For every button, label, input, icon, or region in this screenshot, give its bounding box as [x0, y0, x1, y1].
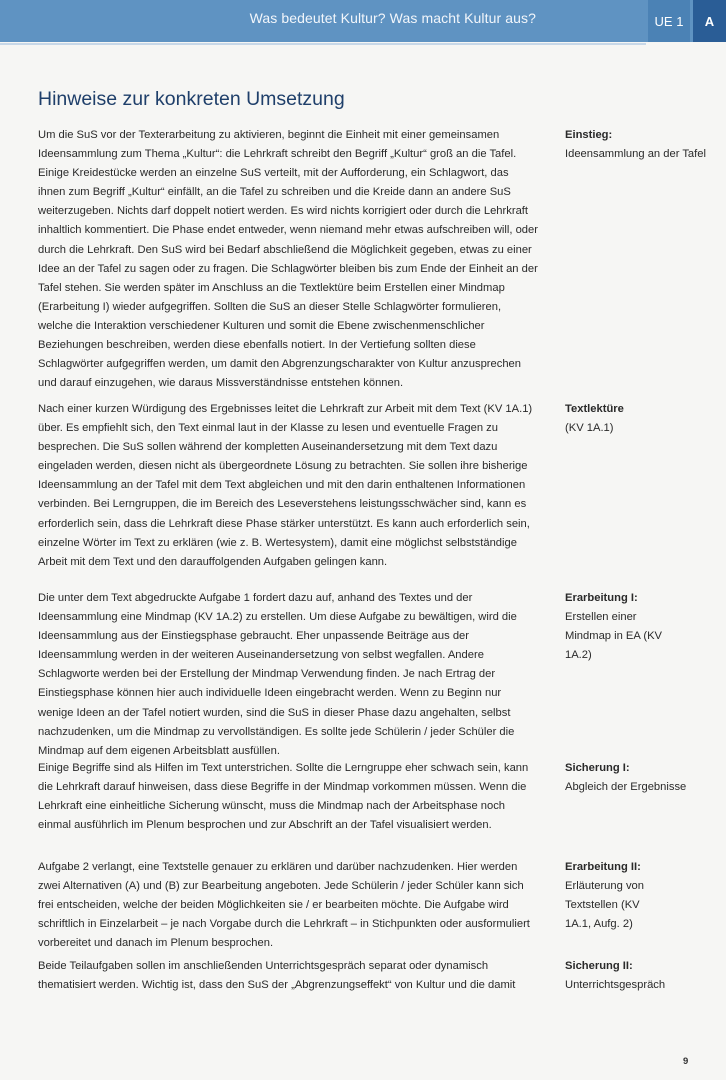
- margin-note-heading: Textlektüre: [565, 403, 624, 415]
- margin-note-erarbeitung-2: [565, 858, 715, 934]
- margin-note-text: Abgleich der Ergebnisse: [565, 781, 687, 794]
- unit-badge: UE 1: [648, 0, 690, 42]
- margin-note-heading: Erarbeitung II:: [565, 861, 641, 873]
- margin-note-text: Unterrichtsgespräch: [565, 979, 666, 992]
- margin-note-heading: Sicherung I:: [565, 762, 630, 774]
- margin-note-sicherung-1: [565, 759, 715, 797]
- header-divider: [0, 43, 646, 45]
- margin-note-einstieg: [565, 126, 715, 164]
- margin-note-text: Erläuterung von Textstellen (KV 1A.1, Aufg. 2): [565, 880, 644, 931]
- paragraph-sicherung-2: Beide Teilaufgaben sollen im anschließenden Unterrichtsgespräch separat oder dynamisch thematisiert werden. Wichtig ist, dass den SuS der „Abgrenzungseffekt“ von Kultur und die damit: [38, 960, 516, 992]
- page-title: Hinweise zur konkreten Umsetzung: [38, 88, 345, 110]
- margin-note-textlektuere: [565, 400, 715, 438]
- margin-note-text: Ideensammlung an der Tafel: [565, 148, 706, 161]
- paragraph-einstieg: Um die SuS vor der Texterarbeitung zu aktivieren, beginnt die Einheit mit einer gemeinsamen Ideensammlung zum Thema „Kultur“: die Lehrkraft schreibt den Begriff „Kultur“ groß an die Tafel. Einige Kreidestücke werden an einzelne SuS verteilt, mit der Aufforderung, ein Schlagwort, das ihnen zum Begriff „Kultur“ einfällt, an die Tafel zu schreiben und die Kreide dann an andere SuS weiterzugeben. Nichts darf doppelt notiert werden. Es wird nichts korrigiert oder durch die Lehrkraft inhaltlich kommentiert. Die Phase endet entweder, wenn niemand mehr etwas aufschreiben will, oder durch die Lehrkraft. Den SuS wird bei Bedarf abschließend die Möglichkeit gegeben, etwas zu einer Idee an der Tafel zu sagen oder zu fragen. Die Schlagwörter bleiben bis zum Ende der Einheit an der Tafel stehen. Sie werden später im Anschluss an die Textlektüre beim Erstellen einer Mindmap (Erarbeitung I) wieder aufgegriffen. Sollten die SuS an dieser Stelle Schlagwörter formulieren, welche die Interaktion verschiedener Kulturen und somit die Ebene zwischenmenschlicher Beziehungen beschreiben, werden diese ebenfalls notiert. In der Vertiefung sollten diese Schlagwörter aufgegriffen werden, um damit den Abgrenzungscharakter von Kultur anzusprechen und darauf einzugehen, wie daraus Missverständnisse entstehen können.: [38, 129, 538, 390]
- margin-note-heading: Einstieg:: [565, 129, 613, 141]
- paragraph-textlektuere: Nach einer kurzen Würdigung des Ergebnisses leitet die Lehrkraft zur Arbeit mit dem Text (KV 1A.1) über. Es empfiehlt sich, den Text einmal laut in der Klasse zu lesen und eventuelle Fragen zu besprechen. Die SuS sollen während der kompletten Auseinandersetzung mit dem Text dazu eingeladen werden, diesen nicht als übergeordnete Lösung zu betrachten. Sie sollen ihre bisherige Ideensammlung an der Tafel mit dem Text abgleichen und mit den darin enthaltenen Informationen verbinden. Bei Lerngruppen, die im Bereich des Leseverstehens leistungsschwächer sind, kann es erforderlich sein, dass die Lehrkraft diese Phase stärker unterstützt. Es kann auch erforderlich sein, einzelne Wörter im Text zu erklären (wie z. B. Wertesystem), damit eine möglichst selbstständige Arbeit mit dem Text und den darauffolgenden Aufgaben gelingen kann.: [38, 403, 533, 568]
- margin-note-heading: Sicherung II:: [565, 960, 633, 972]
- margin-note-text: (KV 1A.1): [565, 422, 614, 435]
- margin-note-sicherung-2: [565, 957, 715, 995]
- section-badge: A: [693, 0, 726, 42]
- paragraph-sicherung-1: Einige Begriffe sind als Hilfen im Text unterstrichen. Sollte die Lerngruppe eher schwach sein, kann die Lehrkraft darauf hinweisen, dass diese Begriffe in der Mindmap vorkommen müssen. Wenn die Lehrkraft eine einheitliche Sicherung wünscht, muss die Mindmap nach der Arbeitsphase noch einmal ausführlich im Plenum besprochen und zur Abschrift an der Tafel visualisiert werden.: [38, 762, 529, 832]
- header-title: Was bedeutet Kultur? Was macht Kultur aus?: [249, 10, 536, 26]
- margin-note-erarbeitung-1: [565, 589, 715, 665]
- paragraph-erarbeitung-1: Die unter dem Text abgedruckte Aufgabe 1 fordert dazu auf, anhand des Textes und der Ideensammlung eine Mindmap (KV 1A.2) zu erstellen. Um diese Aufgabe zu bewältigen, wird die Ideensammlung aus der Einstiegsphase gebraucht. Eher unpassende Beiträge aus der Ideensammlung werden in der weiteren Auseinandersetzung von selbst wegfallen. Andere Schlagworte werden bei der Erstellung der Mindmap Verwendung finden. Je nach Ertrag der Einstiegsphase können hier auch individuelle Ideen eingebracht werden. Wenn zu Beginn nur wenige Ideen an der Tafel notiert wurden, sind die SuS in dieser Phase dazu angehalten, selbst nachzudenken, um die Mindmap zu vervollständigen. Es sollte jede Schülerin / jeder Schüler die Mindmap auf dem eigenen Arbeitsblatt ausfüllen.: [38, 592, 517, 757]
- margin-note-heading: Erarbeitung I:: [565, 592, 638, 604]
- paragraph-erarbeitung-2: Aufgabe 2 verlangt, eine Textstelle genauer zu erklären und darüber nachzudenken. Hier werden zwei Alternativen (A) und (B) zur Bearbeitung angeboten. Jede Schülerin / jeder Schüler kann sich frei entscheiden, welche der beiden Möglichkeiten sie / er bearbeiten möchte. Die Aufgabe wird schriftlich in Einzelarbeit – je nach Vorgabe durch die Lehrkraft – in Stichpunkten oder ausformuliert vorbereitet und danach im Plenum besprochen.: [38, 861, 530, 950]
- margin-note-text: Erstellen einer Mindmap in EA (KV 1A.2): [565, 611, 662, 662]
- page-header: [0, 0, 726, 42]
- page-number: 9: [683, 1056, 689, 1067]
